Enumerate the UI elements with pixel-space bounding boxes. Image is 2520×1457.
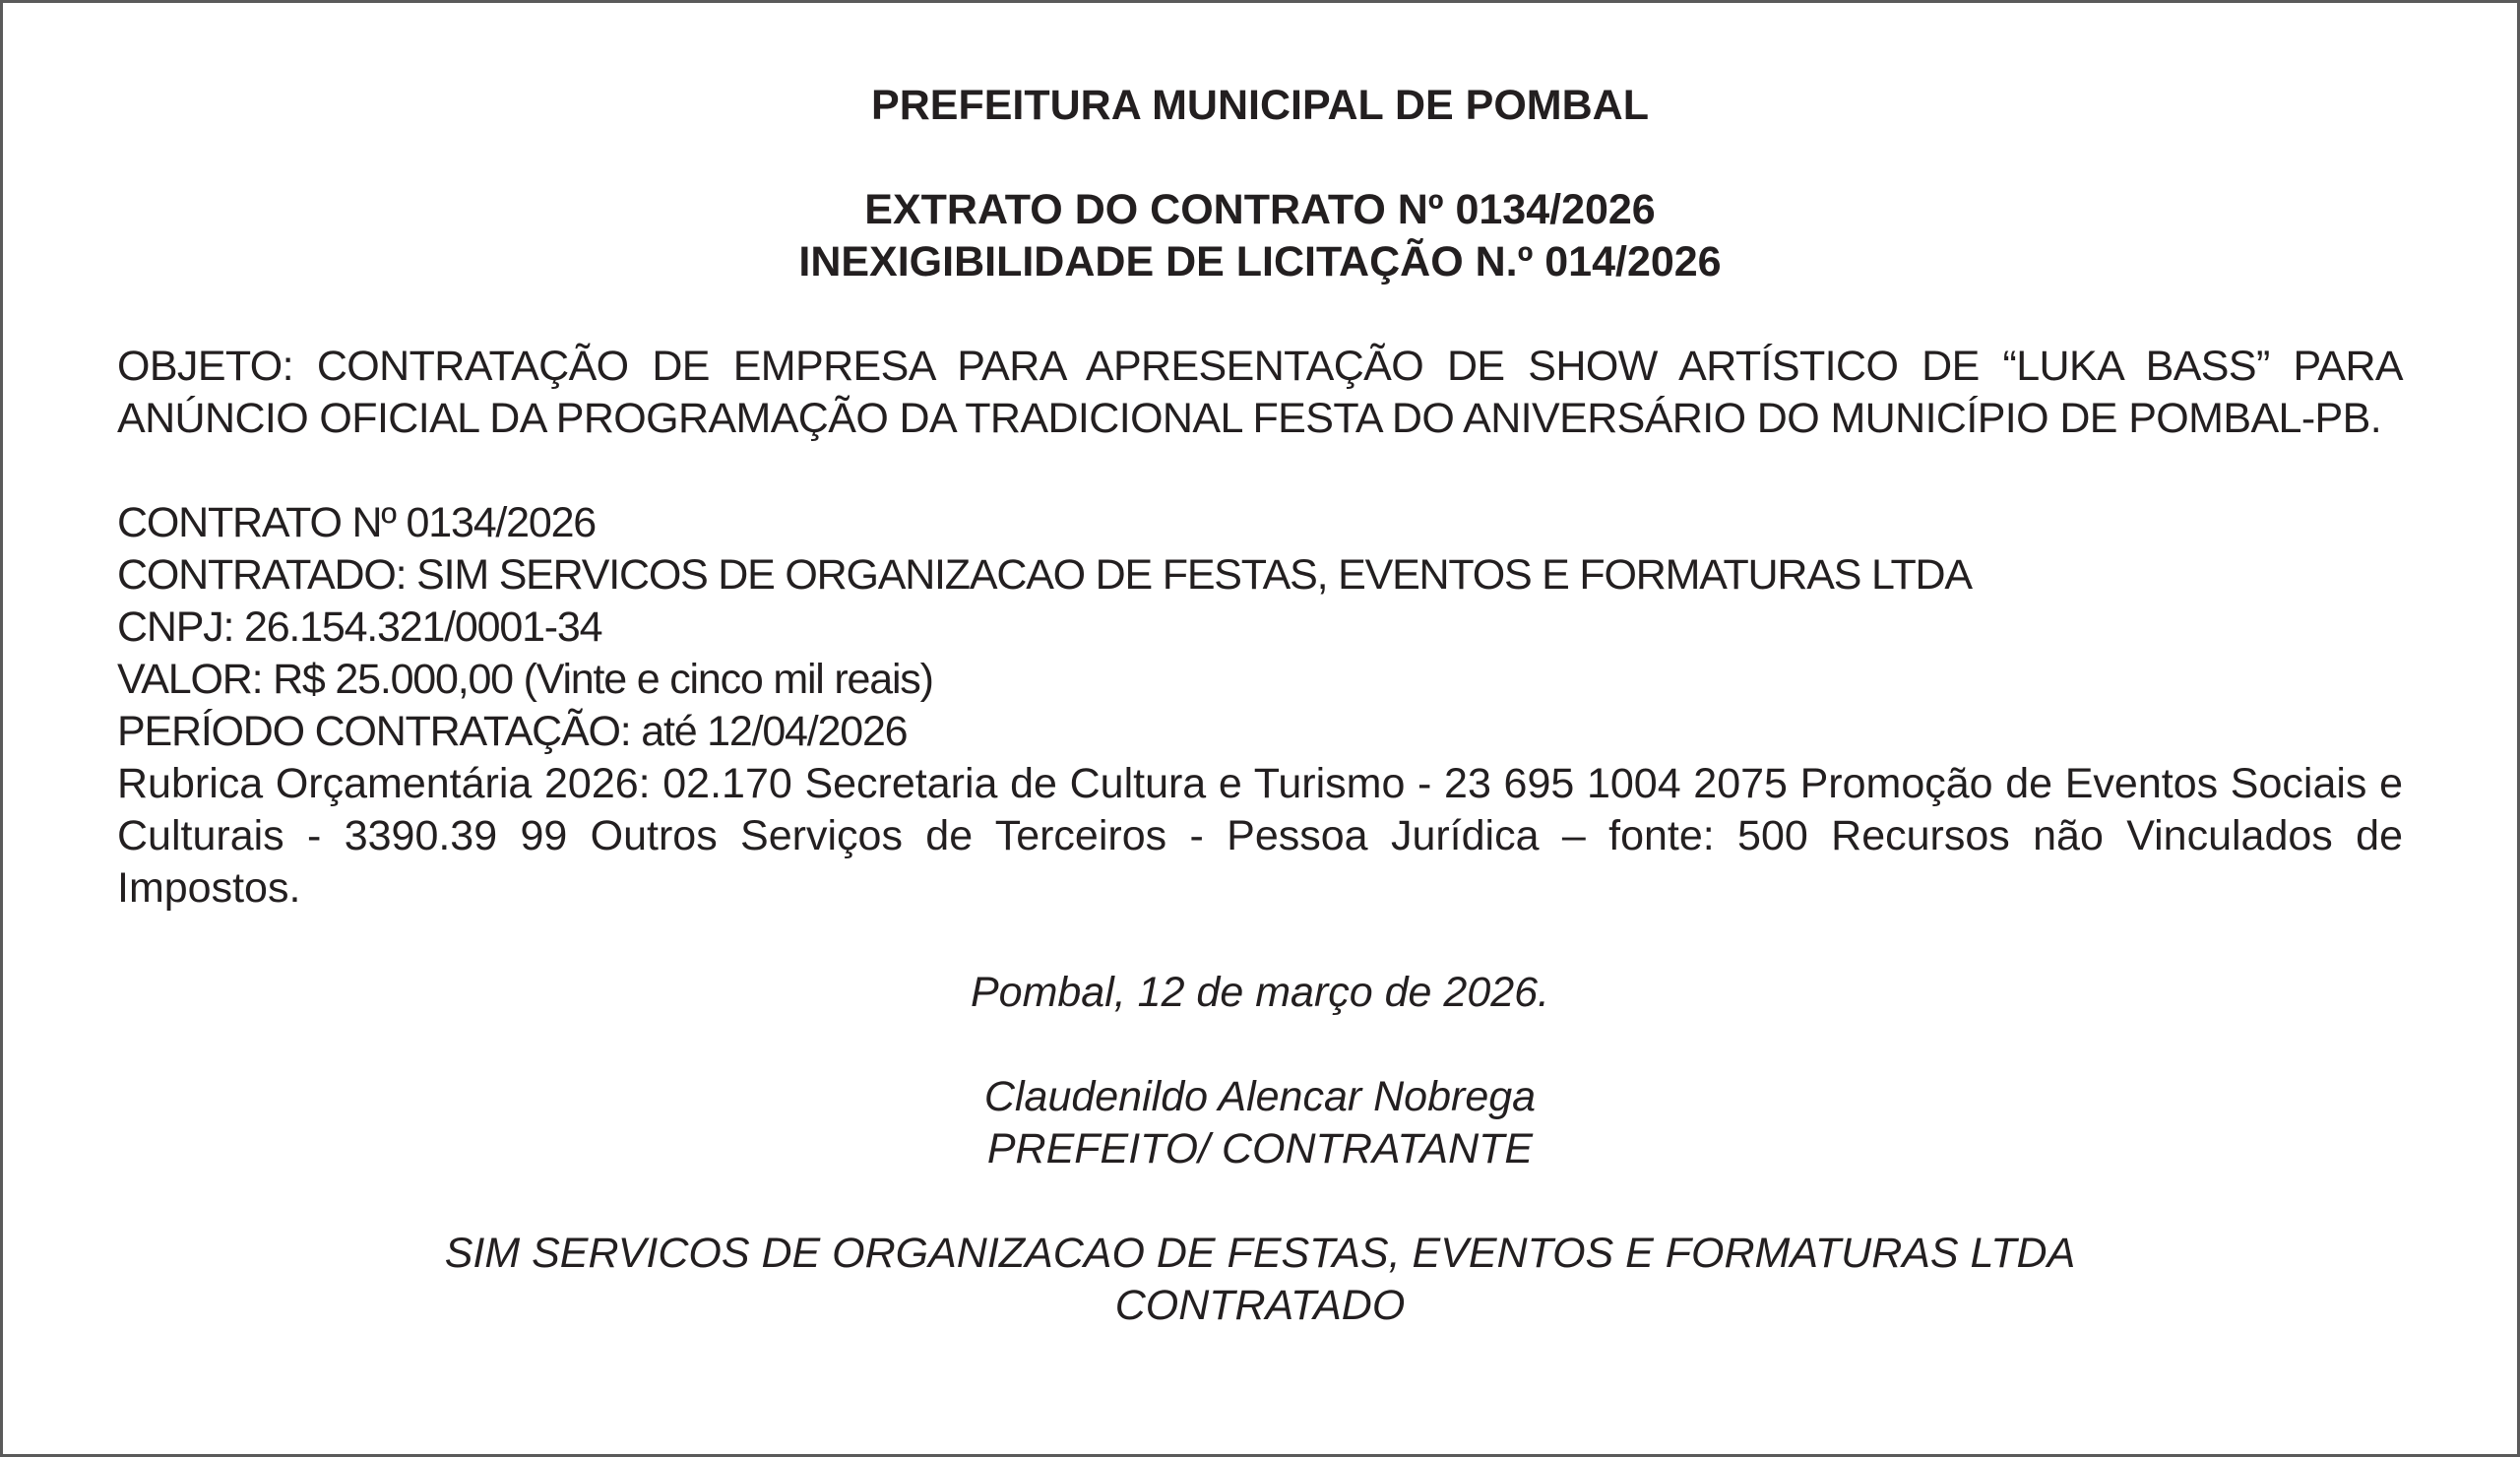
contracted-party: CONTRATADO: SIM SERVICOS DE ORGANIZACAO DE FESTAS, EVENTOS E FORMATURAS LTDA bbox=[117, 551, 1972, 599]
cnpj-value: CNPJ: 26.154.321/0001-34 bbox=[117, 603, 602, 651]
document-content bbox=[117, 80, 2403, 1332]
bidding-waiver-heading: INEXIGIBILIDADE DE LICITAÇÃO N.º 014/2026 bbox=[798, 238, 1722, 285]
contracted-signature-name: SIM SERVICOS DE ORGANIZACAO DE FESTAS, EVENTOS E FORMATURAS LTDA bbox=[444, 1230, 2076, 1277]
budget-line-paragraph: Rubrica Orçamentária 2026: 02.170 Secretaria de Cultura e Turismo - 23 695 1004 2075 Promoção de Eventos Sociais e Culturais - 3390.39 99 Outros Serviços de Terceiros - Pessoa Jurídica – fonte: 500 Recursos não Vinculados de Impostos. bbox=[117, 760, 2403, 912]
contract-extract-heading: EXTRATO DO CONTRATO Nº 0134/2026 bbox=[864, 186, 1656, 233]
object-paragraph: OBJETO: CONTRATAÇÃO DE EMPRESA PARA APRESENTAÇÃO DE SHOW ARTÍSTICO DE “LUKA BASS” PARA ANÚNCIO OFICIAL DA PROGRAMAÇÃO DA TRADICIONAL FESTA DO ANIVERSÁRIO DO MUNICÍPIO DE POMBAL-PB. bbox=[117, 343, 2403, 442]
signer-role: PREFEITO/ CONTRATANTE bbox=[986, 1125, 1534, 1172]
contract-period: PERÍODO CONTRATAÇÃO: até 12/04/2026 bbox=[117, 708, 908, 755]
contract-value: VALOR: R$ 25.000,00 (Vinte e cinco mil reais) bbox=[117, 656, 933, 703]
signer-name: Claudenildo Alencar Nobrega bbox=[983, 1073, 1537, 1120]
contract-number: CONTRATO Nº 0134/2026 bbox=[117, 499, 597, 546]
contracted-signature-role: CONTRATADO bbox=[1114, 1282, 1406, 1329]
document-title: PREFEITURA MUNICIPAL DE POMBAL bbox=[871, 82, 1649, 129]
place-date: Pombal, 12 de março de 2026. bbox=[970, 969, 1550, 1016]
